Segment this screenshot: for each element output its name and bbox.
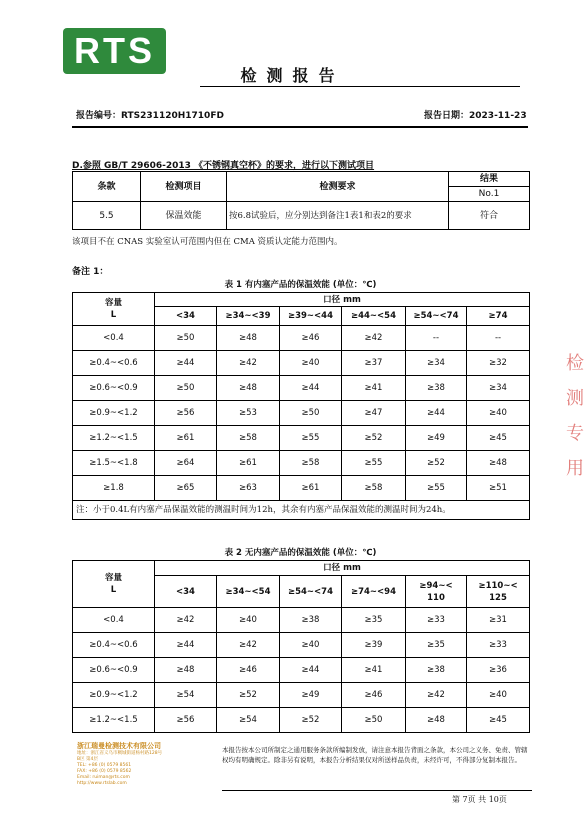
disclaimer: 本报告按本公司所制定之通用服务条款所编制发放，请注意本报告背面之条款，本公司之义务、免责、管辖权均有明确规定。除非另有说明，本报告分析结果仅对所送样品负责，未经许可，不得部分复制本报告。 — [222, 746, 528, 764]
table1-col-header: ≥44~<54 — [342, 307, 406, 326]
value-cell: ≥34 — [467, 376, 530, 401]
value-cell: ≥42 — [406, 683, 467, 708]
value-cell: ≥39 — [342, 633, 406, 658]
report-date-value: 2023-11-23 — [469, 111, 527, 121]
table2-capacity-label: 容量 — [104, 573, 122, 583]
col-label-line1: ≥74~<94 — [350, 586, 397, 597]
table-row — [73, 351, 530, 376]
value-cell: ≥40 — [217, 608, 280, 633]
value-cell: ≥36 — [467, 658, 530, 683]
value-cell: ≥46 — [217, 658, 280, 683]
value-cell: ≥44 — [155, 351, 217, 376]
value-cell: ≥64 — [155, 451, 217, 476]
value-cell: ≥50 — [155, 326, 217, 351]
value-cell: ≥61 — [280, 476, 342, 501]
capacity-cell: ≥0.9~<1.2 — [73, 683, 155, 708]
value-cell: -- — [406, 326, 467, 351]
capacity-cell: ≥1.2~<1.5 — [73, 426, 155, 451]
table-row — [73, 401, 530, 426]
value-cell: ≥35 — [406, 633, 467, 658]
col-label-line2: 125 — [489, 592, 507, 603]
value-cell: ≥38 — [406, 658, 467, 683]
value-cell: ≥55 — [406, 476, 467, 501]
table-row — [73, 476, 530, 501]
value-cell: ≥33 — [467, 633, 530, 658]
report-date — [424, 108, 527, 121]
value-cell: ≥54 — [155, 683, 217, 708]
table-row — [73, 326, 530, 351]
table2-capacity-header — [73, 561, 155, 608]
value-cell: ≥42 — [342, 326, 406, 351]
capacity-cell: ≥1.5~<1.8 — [73, 451, 155, 476]
report-title: 检测报告 — [240, 66, 345, 85]
value-cell: ≥42 — [155, 608, 217, 633]
value-cell: ≥45 — [467, 708, 530, 733]
value-cell: ≥46 — [342, 683, 406, 708]
test-item-table — [72, 171, 530, 230]
table1-diameter-header: 口径 mm — [155, 293, 530, 307]
header-clause: 条款 — [73, 172, 141, 202]
header-divider — [72, 126, 528, 128]
lab-website: http://www.rtslab.com — [77, 781, 127, 786]
lab-fax: FAX: +86 (0) 0579 8562 — [77, 769, 132, 774]
value-cell: ≥48 — [467, 451, 530, 476]
value-cell: ≥44 — [280, 376, 342, 401]
value-cell: ≥40 — [467, 401, 530, 426]
value-cell: ≥33 — [406, 608, 467, 633]
value-cell: ≥37 — [342, 351, 406, 376]
item-value: 保温效能 — [141, 202, 227, 230]
capacity-cell: <0.4 — [73, 326, 155, 351]
value-cell: -- — [467, 326, 530, 351]
value-cell: ≥52 — [342, 426, 406, 451]
table2-col-header — [280, 576, 342, 608]
value-cell: ≥44 — [280, 658, 342, 683]
table-row — [73, 683, 530, 708]
lab-address-2: B区 第4层 — [77, 757, 98, 762]
value-cell: ≥42 — [217, 351, 280, 376]
lab-name: 浙江瑞曼检测技术有限公司 — [77, 742, 161, 750]
value-cell: ≥52 — [217, 683, 280, 708]
side-stamp: 检测专用 — [566, 353, 584, 479]
capacity-cell: ≥0.6~<0.9 — [73, 376, 155, 401]
col-label-line1: ≥110~< — [478, 580, 518, 591]
table-row — [73, 708, 530, 733]
value-cell: ≥46 — [280, 326, 342, 351]
value-cell: ≥53 — [217, 401, 280, 426]
value-cell: ≥41 — [342, 658, 406, 683]
value-cell: ≥65 — [155, 476, 217, 501]
value-cell: ≥47 — [342, 401, 406, 426]
value-cell: ≥51 — [467, 476, 530, 501]
table-row — [73, 633, 530, 658]
value-cell: ≥52 — [406, 451, 467, 476]
value-cell: ≥48 — [217, 376, 280, 401]
lab-tel: TEL: +86 (0) 0579 8561 — [77, 763, 132, 768]
value-cell: ≥40 — [467, 683, 530, 708]
header-item: 检测项目 — [141, 172, 227, 202]
value-cell: ≥48 — [406, 708, 467, 733]
table2-col-header — [467, 576, 530, 608]
header-result: 结果 — [449, 172, 530, 187]
col-label-line2: 110 — [427, 592, 445, 603]
value-cell: ≥42 — [217, 633, 280, 658]
report-date-label: 报告日期： — [424, 111, 470, 121]
value-cell: ≥32 — [467, 351, 530, 376]
capacity-cell: ≥0.9~<1.2 — [73, 401, 155, 426]
table1-col-header: ≥34~<39 — [217, 307, 280, 326]
value-cell: ≥49 — [406, 426, 467, 451]
lab-address: 地址：浙江省义乌市稠城街道杨村路128号 — [77, 751, 163, 756]
value-cell: ≥61 — [155, 426, 217, 451]
value-cell: ≥40 — [280, 633, 342, 658]
value-cell: ≥34 — [406, 351, 467, 376]
result-value: 符合 — [449, 202, 530, 230]
report-number-value: RTS231120H1710FD — [121, 111, 224, 121]
table1-col-header: ≥39~<44 — [280, 307, 342, 326]
value-cell: ≥58 — [217, 426, 280, 451]
clause-value: 5.5 — [73, 202, 141, 230]
note-label: 备注 1： — [72, 267, 109, 277]
cma-note: 该项目不在 CNAS 实验室认可范围内但在 CMA 资质认定能力范围内。 — [72, 237, 343, 247]
value-cell: ≥50 — [342, 708, 406, 733]
footer-divider — [222, 790, 532, 791]
table2-diameter-header: 口径 mm — [155, 561, 530, 576]
value-cell: ≥35 — [342, 608, 406, 633]
table1-capacity-header — [73, 293, 155, 326]
col-label-line1: <34 — [176, 586, 195, 597]
value-cell: ≥44 — [155, 633, 217, 658]
value-cell: ≥41 — [342, 376, 406, 401]
capacity-cell: ≥0.6~<0.9 — [73, 658, 155, 683]
value-cell: ≥48 — [155, 658, 217, 683]
header-sample-no: No.1 — [449, 187, 530, 202]
table-row — [73, 376, 530, 401]
header-requirement: 检测要求 — [227, 172, 449, 202]
value-cell: ≥40 — [280, 351, 342, 376]
table2-without-stopper — [72, 560, 530, 733]
capacity-cell: <0.4 — [73, 608, 155, 633]
value-cell: ≥56 — [155, 708, 217, 733]
page-number: 第 7页 共 10页 — [452, 795, 507, 804]
capacity-cell: ≥1.8 — [73, 476, 155, 501]
value-cell: ≥55 — [342, 451, 406, 476]
col-label-line1: ≥54~<74 — [287, 586, 334, 597]
rts-logo: RTS — [63, 28, 166, 74]
value-cell: ≥44 — [406, 401, 467, 426]
value-cell: ≥61 — [217, 451, 280, 476]
table2-col-header — [342, 576, 406, 608]
value-cell: ≥45 — [467, 426, 530, 451]
table-row — [73, 608, 530, 633]
value-cell: ≥56 — [155, 401, 217, 426]
report-number — [76, 108, 224, 121]
value-cell: ≥38 — [280, 608, 342, 633]
capacity-cell: ≥0.4~<0.6 — [73, 351, 155, 376]
table2-col-header — [155, 576, 217, 608]
value-cell: ≥49 — [280, 683, 342, 708]
value-cell: ≥31 — [467, 608, 530, 633]
value-cell: ≥55 — [280, 426, 342, 451]
table1-capacity-label: 容量 — [104, 298, 122, 308]
table2-col-header — [406, 576, 467, 608]
section-title: D.参照 GB/T 29606-2013 《不锈钢真空杯》的要求，进行以下测试项目 — [72, 161, 375, 171]
value-cell: ≥58 — [280, 451, 342, 476]
capacity-cell: ≥1.2~<1.5 — [73, 708, 155, 733]
requirement-value: 按6.8试验后，应分别达到备注1表1和表2的要求 — [227, 202, 449, 230]
value-cell: ≥54 — [217, 708, 280, 733]
table1-col-header: <34 — [155, 307, 217, 326]
value-cell: ≥63 — [217, 476, 280, 501]
table1-footnote: 注：小于0.4L有内塞产品保温效能的测温时间为12h，其余有内塞产品保温效能的测温时间为24h。 — [73, 501, 530, 520]
capacity-cell: ≥0.4~<0.6 — [73, 633, 155, 658]
table2-caption: 表 2 无内塞产品的保温效能 (单位：℃) — [224, 548, 377, 558]
value-cell: ≥50 — [155, 376, 217, 401]
value-cell: ≥48 — [217, 326, 280, 351]
table-row — [73, 451, 530, 476]
title-underline — [200, 86, 520, 87]
table1-col-header: ≥54~<74 — [406, 307, 467, 326]
table2-col-header — [217, 576, 280, 608]
col-label-line1: ≥94~< — [419, 580, 453, 591]
lab-email: Email: ruiman@rts.com — [77, 775, 130, 780]
table1-with-stopper — [72, 292, 530, 520]
report-number-label: 报告编号： — [76, 111, 122, 121]
table-row — [73, 658, 530, 683]
value-cell: ≥38 — [406, 376, 467, 401]
value-cell: ≥50 — [280, 401, 342, 426]
value-cell: ≥52 — [280, 708, 342, 733]
table1-caption: 表 1 有内塞产品的保温效能 (单位：℃) — [224, 280, 377, 290]
col-label-line1: ≥34~<54 — [225, 586, 271, 597]
table1-capacity-unit: L — [110, 310, 117, 320]
table2-capacity-unit: L — [110, 585, 117, 595]
table-row — [73, 426, 530, 451]
value-cell: ≥58 — [342, 476, 406, 501]
table1-col-header: ≥74 — [467, 307, 530, 326]
